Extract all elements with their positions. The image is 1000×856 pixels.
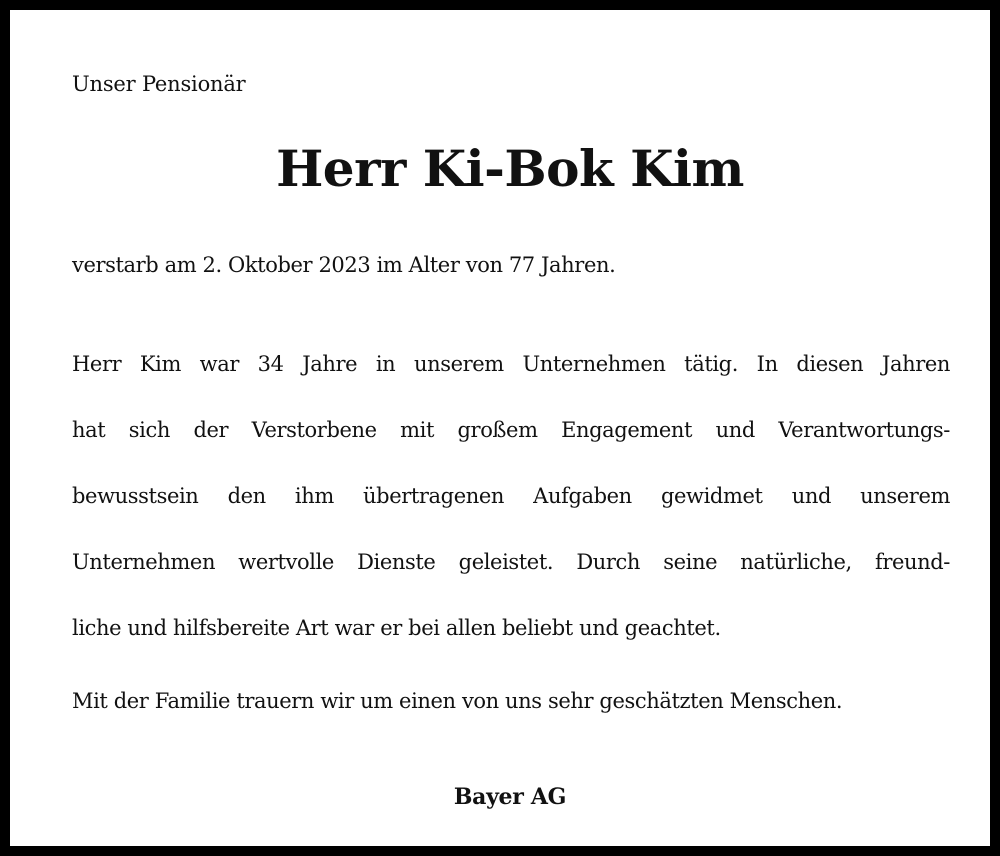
deceased-name-heading: Herr Ki-Bok Kim: [276, 139, 744, 198]
tribute-line: Unternehmen wertvolle Dienste geleistet. Durch seine natürliche, freund-: [72, 550, 950, 574]
tribute-line: bewusstsein den ihm übertragenen Aufgaben gewidmet und unserem: [72, 484, 950, 508]
intro-text: Unser Pensionär: [72, 72, 246, 96]
tribute-line: Herr Kim war 34 Jahre in unserem Unternehmen tätig. In diesen Jahren: [72, 352, 950, 376]
closing-sentence: Mit der Familie trauern wir um einen von uns sehr geschätzten Menschen.: [72, 689, 843, 713]
tribute-line: liche und hilfsbereite Art war er bei allen beliebt und geachtet.: [72, 616, 721, 640]
tribute-line: hat sich der Verstorbene mit großem Engagement und Verantwortungs-: [72, 418, 950, 442]
company-signature: Bayer AG: [453, 784, 567, 810]
tribute-paragraph: [72, 331, 950, 661]
death-date-line: verstarb am 2. Oktober 2023 im Alter von 77 Jahren.: [72, 253, 616, 277]
